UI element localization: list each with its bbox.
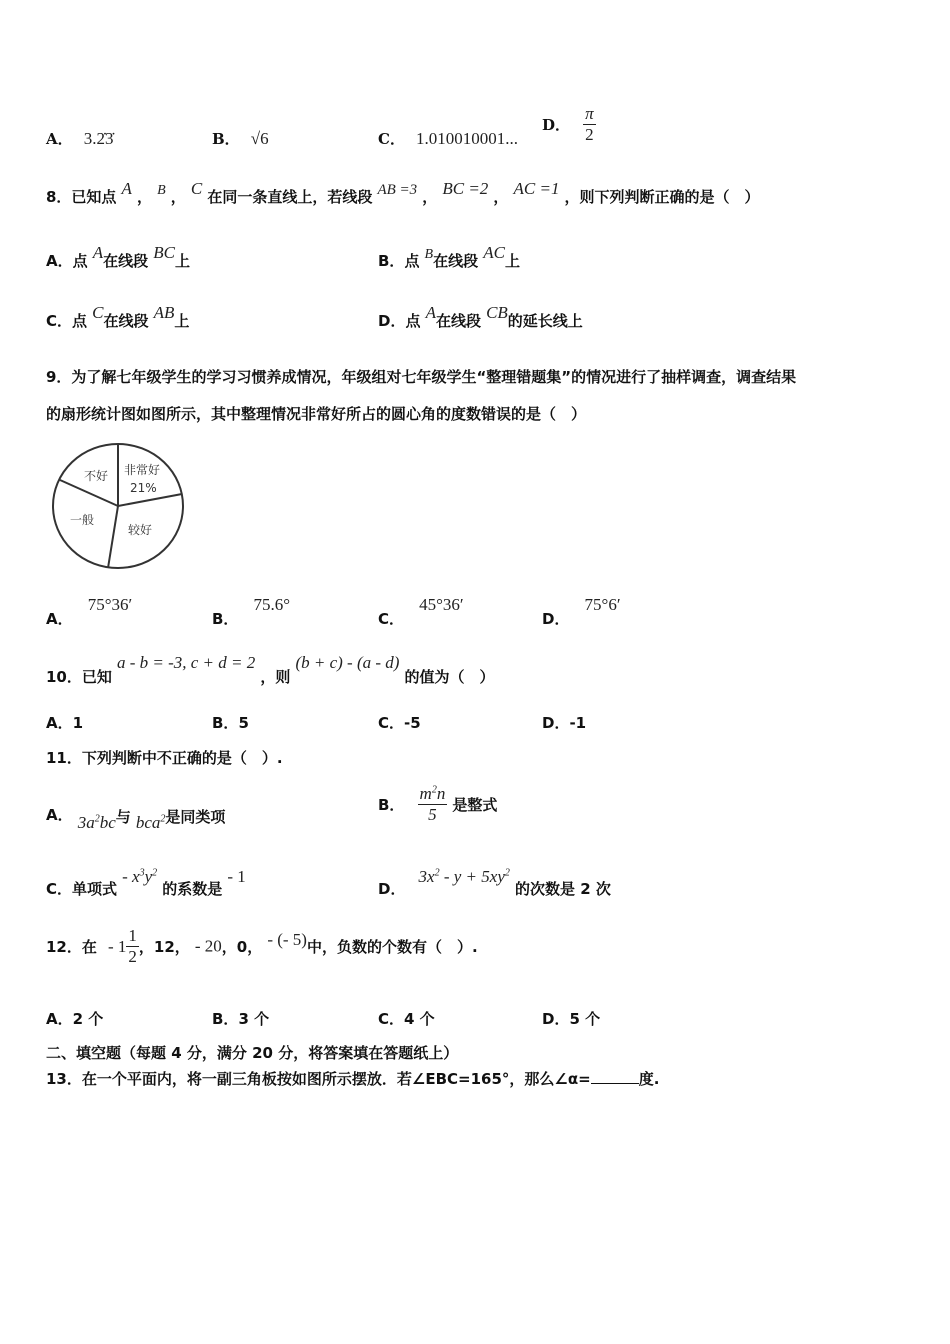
- separator: ，12，: [138, 938, 190, 956]
- segment-label: AC: [483, 243, 505, 262]
- option-value: 2 个: [72, 1010, 104, 1028]
- frac-denominator: 2: [585, 125, 594, 144]
- option-value: -1: [569, 714, 587, 732]
- q7-option-b: [212, 128, 269, 149]
- pie-label-bad: 不好: [84, 469, 109, 483]
- option-value: 75.6°: [253, 595, 291, 614]
- option-text: 上: [174, 252, 190, 270]
- term-part: bc: [99, 813, 116, 832]
- polynomial: [419, 867, 510, 886]
- option-label: C．: [378, 130, 405, 148]
- option-label: A．: [46, 130, 73, 148]
- exponent: 2: [504, 867, 510, 879]
- term-part: n: [436, 784, 446, 803]
- q12-option-b: [212, 1008, 269, 1029]
- stem-text: 中，负数的个数有（ ）.: [306, 938, 478, 956]
- stem-text: 的值为（ ）: [404, 668, 495, 686]
- point-label: B: [424, 247, 434, 262]
- term-part: - x: [122, 867, 140, 886]
- pie-label-percent: 21%: [130, 481, 157, 495]
- frac-numerator: 1: [128, 926, 137, 945]
- term-part: y: [144, 867, 153, 886]
- q9-stem-line1: 9．为了解七年级学生的学习习惯养成情况，年级组对七年级学生“整理错题集”的情况进行了抽样调查，调查结果: [46, 368, 797, 386]
- option-label: B．: [212, 714, 239, 732]
- q8-option-a: [46, 243, 190, 271]
- stem-text: 10．已知: [46, 668, 112, 686]
- stem-text: ，则下列判断正确的是（ ）: [564, 188, 760, 206]
- option-label: B．: [212, 1010, 239, 1028]
- q10-option-a: [46, 712, 83, 733]
- option-label: D．: [378, 880, 406, 898]
- option-value: 5 个: [569, 1010, 601, 1028]
- pie-chart-figure: [48, 440, 188, 572]
- option-label: C．: [378, 714, 405, 732]
- q8-stem: [46, 179, 760, 207]
- pie-label-average: 一般: [70, 513, 95, 527]
- option-text: 的系数是: [162, 880, 223, 898]
- q12-option-d: [542, 1008, 600, 1029]
- option-label: D．: [542, 116, 571, 134]
- section-heading: 二、填空题（每题 4 分，满分 20 分，将答案填在答题纸上）: [46, 1044, 459, 1062]
- q8-option-b: [378, 243, 520, 271]
- frac-denominator: 2: [128, 947, 137, 966]
- segment-equation: AC =1: [513, 179, 560, 198]
- option-text: 点: [72, 252, 88, 270]
- q7-option-a: [46, 128, 113, 149]
- option-text: 是同类项: [165, 808, 226, 826]
- option-label: A．: [46, 610, 73, 628]
- option-label: C．: [46, 880, 73, 898]
- option-text: 单项式: [72, 880, 118, 898]
- frac-numerator: [418, 784, 448, 805]
- term-part: - y + 5xy: [439, 867, 505, 886]
- q11-option-c: [46, 866, 246, 898]
- option-label: B．: [378, 252, 405, 270]
- option-value: 3.2̇3̇: [83, 129, 114, 148]
- option-value: 45°36′: [419, 595, 464, 614]
- segment-equation: BC =2: [442, 179, 489, 198]
- mixed-number-fraction: [126, 926, 139, 967]
- exponent: 2: [152, 867, 158, 879]
- point-label: A: [92, 243, 104, 262]
- option-text: 在线段: [435, 312, 481, 330]
- option-label: A．: [46, 252, 73, 270]
- target-expression: (b + c) - (a - d): [295, 653, 400, 672]
- frac-numerator: π: [585, 104, 594, 123]
- stem-text: 12．在: [46, 938, 97, 956]
- m2n-over-5-fraction: [418, 784, 448, 825]
- option-text: 的延长线上: [507, 312, 583, 330]
- option-label: D．: [542, 610, 570, 628]
- option-text: 的次数是 2 次: [514, 880, 611, 898]
- q7-option-c: [378, 128, 518, 149]
- q13-stem: [46, 1068, 659, 1089]
- q11-option-d: [378, 866, 611, 898]
- option-label: C．: [378, 1010, 405, 1028]
- q12-option-a: [46, 1008, 103, 1029]
- q9-option-c: [378, 594, 464, 628]
- option-text: 上: [504, 252, 520, 270]
- option-value: 1: [72, 714, 84, 732]
- answer-blank[interactable]: [591, 1069, 639, 1084]
- separator: ，: [493, 188, 509, 206]
- q10-option-b: [212, 712, 249, 733]
- option-label: B．: [212, 130, 240, 148]
- option-label: C．: [46, 312, 73, 330]
- separator: ，: [170, 188, 186, 206]
- option-label: A．: [46, 806, 73, 824]
- segment-label: AB: [153, 303, 175, 322]
- segment-label: BC: [153, 243, 175, 262]
- separator: ，0，: [221, 938, 263, 956]
- option-label: A．: [46, 1010, 73, 1028]
- q10-option-d: [542, 712, 586, 733]
- q12-option-c: [378, 1008, 435, 1029]
- pi-over-2-fraction: [583, 104, 596, 145]
- option-value: 3 个: [238, 1010, 270, 1028]
- point-label: B: [157, 183, 166, 198]
- option-value: 5: [238, 714, 249, 732]
- exponent: 2: [434, 867, 440, 879]
- condition-expression: a - b = -3, c + d = 2: [116, 653, 256, 672]
- option-value: √6: [250, 129, 269, 148]
- q7-option-d: [542, 104, 596, 145]
- separator: ，: [422, 188, 438, 206]
- stem-text: 13．在一个平面内，将一副三角板按如图所示摆放．若∠EBC=165°，那么∠α=: [46, 1070, 591, 1088]
- q9-option-a: [46, 594, 133, 628]
- term-part: 3x: [418, 867, 435, 886]
- mixed-number-whole: - 1: [107, 936, 127, 956]
- option-value: -5: [404, 714, 421, 732]
- frac-denominator: 5: [428, 805, 437, 824]
- option-label: B．: [212, 610, 239, 628]
- exponent: 2: [160, 813, 166, 825]
- option-label: B．: [378, 796, 405, 814]
- exponent: 2: [94, 813, 100, 825]
- q9-option-d: [542, 594, 621, 628]
- option-label: A．: [46, 714, 73, 732]
- stem-text: ，则: [260, 668, 291, 686]
- q11-option-a: [46, 806, 226, 832]
- option-text: 点: [404, 252, 420, 270]
- exponent: 3: [139, 867, 145, 879]
- q9-stem-line2: 的扇形统计图如图所示，其中整理情况非常好所占的圆心角的度数错误的是（ ）: [46, 405, 587, 423]
- monomial: [122, 867, 157, 886]
- option-text: 是整式: [452, 796, 498, 814]
- number: - (- 5): [267, 930, 307, 949]
- option-label: D．: [378, 312, 406, 330]
- q11-option-b: [378, 784, 497, 825]
- option-text: 在线段: [103, 252, 149, 270]
- option-label: D．: [542, 1010, 570, 1028]
- pie-label-good: 较好: [128, 523, 153, 537]
- option-text: 点: [72, 312, 88, 330]
- option-label: C．: [378, 610, 405, 628]
- point-label: A: [425, 303, 436, 322]
- q8-option-c: [46, 303, 190, 331]
- option-label: D．: [542, 714, 570, 732]
- q10-option-c: [378, 712, 421, 733]
- point-label: A: [121, 179, 132, 198]
- option-value: 1.010010001...: [416, 129, 519, 148]
- option-text: 与: [115, 808, 131, 826]
- q12-stem: [46, 926, 478, 967]
- option-text: 在线段: [433, 252, 479, 270]
- option-value: 4 个: [404, 1010, 435, 1028]
- option-text: 上: [174, 312, 190, 330]
- exponent: 2: [431, 784, 437, 796]
- stem-text: 在同一条直线上，若线段: [207, 188, 373, 206]
- term-bca2: [136, 813, 166, 832]
- stem-text: 8．已知点: [46, 188, 117, 206]
- stem-text: 度.: [638, 1070, 660, 1088]
- segment-equation: AB =3: [377, 182, 418, 198]
- q10-stem: [46, 652, 495, 686]
- option-value: 75°36′: [87, 595, 133, 614]
- point-label: C: [190, 179, 203, 198]
- separator: ，: [137, 188, 153, 206]
- option-value: 75°6′: [584, 595, 621, 614]
- segment-label: CB: [486, 303, 508, 322]
- point-label: C: [92, 303, 104, 322]
- q8-option-d: [378, 303, 583, 331]
- term-part: 3a: [77, 813, 95, 832]
- option-text: 点: [405, 312, 421, 330]
- option-text: 在线段: [103, 312, 149, 330]
- term-part: bca: [135, 813, 161, 832]
- number: - 20: [194, 936, 222, 956]
- coefficient: - 1: [227, 867, 246, 886]
- term-part: m: [419, 784, 432, 803]
- q9-option-b: [212, 594, 291, 628]
- q11-stem: 11．下列判断中不正确的是（ ）.: [46, 749, 283, 767]
- term-3a2bc: [78, 813, 116, 832]
- pie-label-very-good: 非常好: [124, 463, 161, 477]
